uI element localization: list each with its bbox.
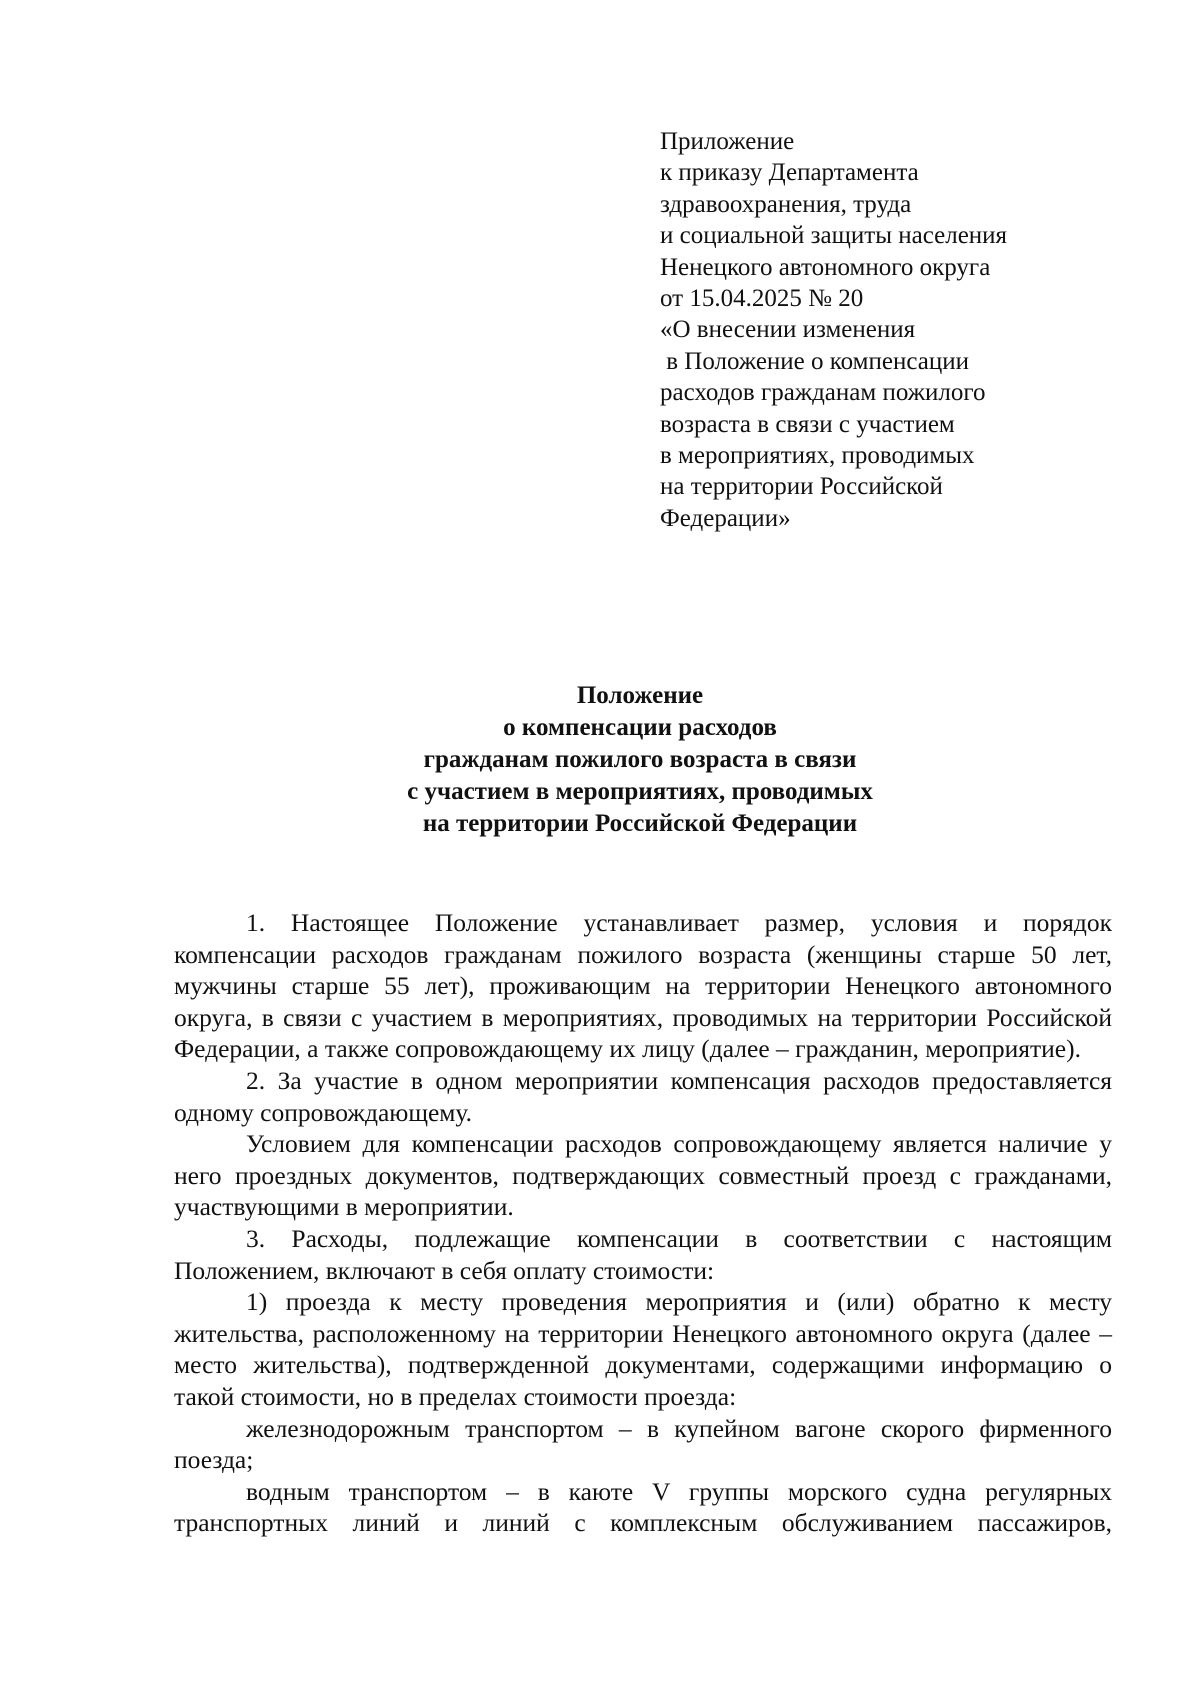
body-paragraph: железнодорожным транспортом – в купейном вагоне скорого фирменного поезда; xyxy=(174,1413,1112,1475)
appendix-header xyxy=(660,126,1140,534)
appendix-line: Ненецкого автономного округа xyxy=(660,253,991,281)
body-paragraph: 1) проезда к месту проведения мероприятия и (или) обратно к месту жительства, расположенному на территории Ненецкого автономного округа (далее – место жительства), подтвержденной документами, содержащими информацию о такой стоимости, но в пределах стоимости проезда: xyxy=(174,1287,1112,1411)
title-line: о компенсации расходов xyxy=(503,714,777,741)
title-line: с участием в мероприятиях, проводимых xyxy=(407,778,873,805)
appendix-line: возраста в связи с участием xyxy=(660,410,955,438)
document-title xyxy=(170,680,1110,840)
appendix-line: Приложение xyxy=(660,128,795,155)
title-line: гражданам пожилого возраста в связи xyxy=(423,746,857,773)
appendix-line: в мероприятиях, проводимых xyxy=(660,442,975,470)
appendix-line: на территории Российской xyxy=(660,473,943,501)
appendix-line: и социальной защиты населения xyxy=(660,222,1008,250)
title-line: на территории Российской Федерации xyxy=(422,810,858,837)
appendix-line: Федерации» xyxy=(660,504,791,532)
appendix-line: здравоохранения, труда xyxy=(660,190,912,218)
appendix-line: к приказу Департамента xyxy=(660,159,919,187)
appendix-line: «О внесении изменения xyxy=(660,316,916,344)
appendix-line: расходов гражданам пожилого xyxy=(660,379,986,407)
body-paragraph: 2. За участие в одном мероприятии компенсация расходов предоставляется одному сопровождающему. xyxy=(174,1065,1112,1127)
title-line: Положение xyxy=(576,682,704,709)
appendix-line: в Положение о компенсации xyxy=(660,347,969,375)
document-body xyxy=(174,907,1112,1539)
appendix-line: от 15.04.2025 № 20 xyxy=(660,285,864,313)
body-paragraph: Условием для компенсации расходов сопровождающему является наличие у него проездных документов, подтверждающих совместный проезд с гражданами, участвующими в мероприятии. xyxy=(174,1129,1112,1222)
body-paragraph: 3. Расходы, подлежащие компенсации в соответствии с настоящим Положением, включают в себя оплату стоимости: xyxy=(174,1223,1112,1285)
body-paragraph: 1. Настоящее Положение устанавливает размер, условия и порядок компенсации расходов гражданам пожилого возраста (женщины старше 50 лет, мужчины старше 55 лет), проживающим на территории Ненецкого автономного округа, в связи с участием в мероприятиях, проводимых на территории Российской Федерации, а также сопровождающему их лицу (далее – гражданин, мероприятие). xyxy=(174,908,1112,1064)
body-paragraph: водным транспортом – в каюте V группы морского судна регулярных транспортных линий и линий с комплексным обслуживанием пассажиров, xyxy=(174,1476,1112,1538)
